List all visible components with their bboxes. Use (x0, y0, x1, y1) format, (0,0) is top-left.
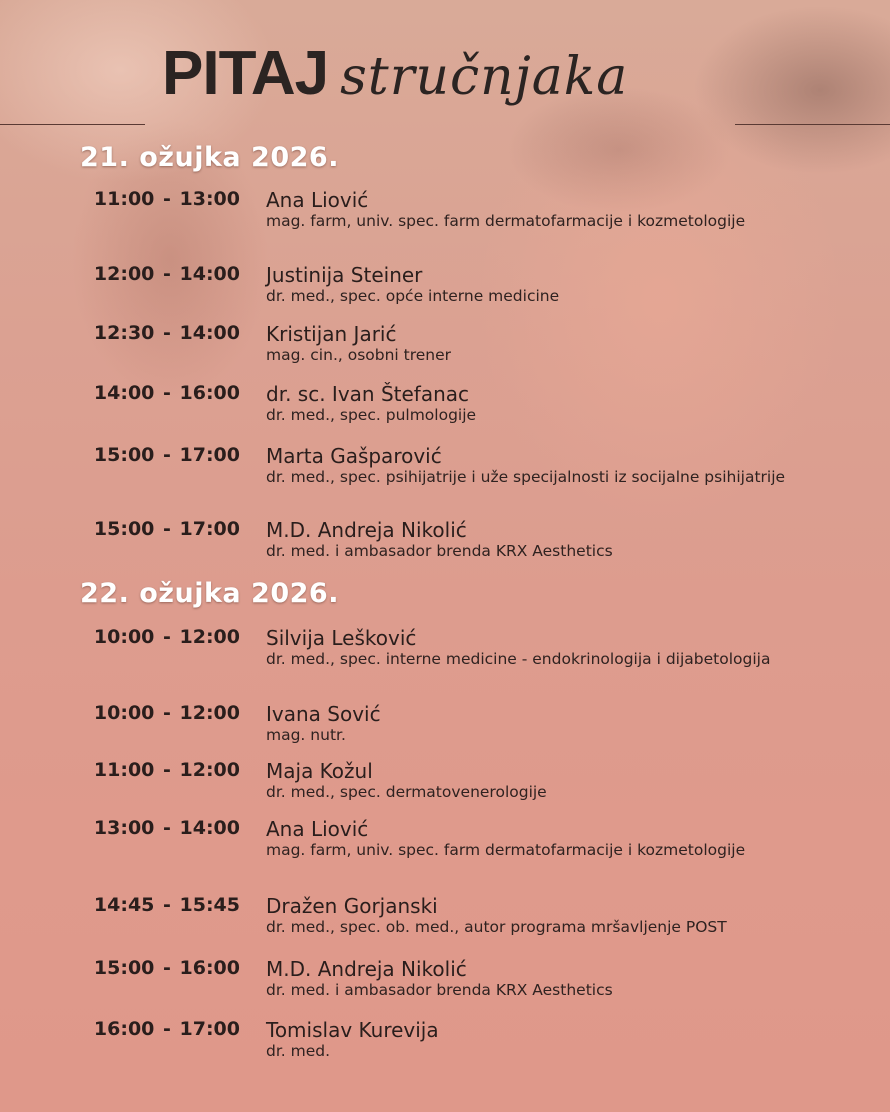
expert-name: Justinija Steiner (266, 263, 423, 287)
expert-role: mag. nutr. (266, 726, 346, 744)
time-slot: 15:00 - 16:00 (93, 957, 240, 979)
expert-role: dr. med. i ambasador brenda KRX Aesthetics (266, 981, 613, 999)
time-slot: 10:00 - 12:00 (93, 626, 240, 648)
expert-role: mag. farm, univ. spec. farm dermatofarmacije i kozmetologije (266, 212, 746, 230)
expert-name: Dražen Gorjanski (266, 894, 438, 918)
expert-role: dr. med., spec. pulmologije (266, 406, 477, 424)
expert-name: Ivana Sović (266, 702, 381, 726)
expert-name: M.D. Andreja Nikolić (266, 518, 467, 542)
expert-role: dr. med., spec. psihijatrije i uže specijalnosti iz socijalne psihijatrije (266, 468, 786, 486)
expert-role: dr. med., spec. ob. med., autor programa mršavljenje POST (266, 918, 727, 936)
header-rule-left (0, 124, 145, 125)
expert-name: Tomislav Kurevija (266, 1018, 439, 1042)
expert-name: Kristijan Jarić (266, 322, 397, 346)
expert-name: Ana Liović (266, 817, 369, 841)
time-slot: 11:00 - 13:00 (93, 188, 240, 210)
time-slot: 13:00 - 14:00 (93, 817, 240, 839)
time-slot: 15:00 - 17:00 (93, 444, 240, 466)
time-slot: 10:00 - 12:00 (93, 702, 240, 724)
expert-role: dr. med., spec. opće interne medicine (266, 287, 560, 305)
expert-name: Maja Kožul (266, 759, 373, 783)
header (0, 38, 890, 108)
expert-name: Marta Gašparović (266, 444, 442, 468)
expert-role: dr. med. i ambasador brenda KRX Aesthetics (266, 542, 613, 560)
expert-role: dr. med. (266, 1042, 331, 1060)
expert-name: M.D. Andreja Nikolić (266, 957, 467, 981)
time-slot: 16:00 - 17:00 (93, 1018, 240, 1040)
expert-role: mag. cin., osobni trener (266, 346, 452, 364)
title-script: stručnjaka (340, 47, 629, 107)
time-slot: 12:00 - 14:00 (93, 263, 240, 285)
expert-role: mag. farm, univ. spec. farm dermatofarmacije i kozmetologije (266, 841, 746, 859)
expert-name: Ana Liović (266, 188, 369, 212)
expert-role: dr. med., spec. interne medicine - endokrinologija i dijabetologija (266, 650, 771, 668)
expert-role: dr. med., spec. dermatovenerologije (266, 783, 547, 801)
day-section-2 (80, 578, 339, 609)
expert-name: Silvija Lešković (266, 626, 417, 650)
title-bold: PITAJ (162, 39, 329, 108)
time-slot: 14:45 - 15:45 (93, 894, 240, 916)
page-title (162, 38, 628, 109)
day-section-1 (80, 142, 339, 173)
time-slot: 12:30 - 14:00 (93, 322, 240, 344)
header-rule-right (735, 124, 890, 125)
day-date: 22. ožujka 2026. (80, 578, 339, 609)
day-date: 21. ožujka 2026. (80, 142, 339, 173)
time-slot: 15:00 - 17:00 (93, 518, 240, 540)
expert-name: dr. sc. Ivan Štefanac (266, 382, 470, 406)
time-slot: 14:00 - 16:00 (93, 382, 240, 404)
time-slot: 11:00 - 12:00 (93, 759, 240, 781)
